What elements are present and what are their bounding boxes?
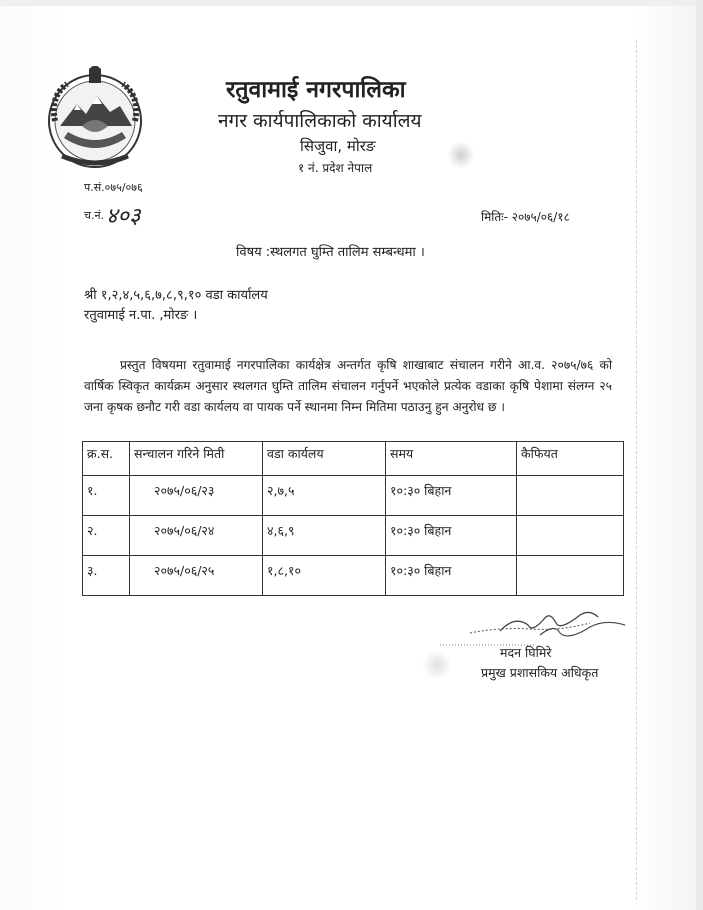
cell-ward: १,८,१०: [263, 556, 386, 596]
letter-date: मितिः- २०७५/०६/१८: [481, 210, 570, 224]
dispatch-number: [84, 196, 141, 229]
table-row: [83, 556, 624, 596]
reference-number: प.सं.०७५/०७६: [84, 181, 143, 194]
dispatch-label: च.नं.: [84, 209, 105, 222]
province-name: १ नं. प्रदेश नेपाल: [298, 161, 373, 175]
cell-serial: १.: [83, 476, 130, 516]
col-header-serial: क्र.स.: [83, 442, 130, 476]
cell-remarks: [517, 556, 624, 596]
col-header-date: सन्चालन गरिने मिती: [130, 442, 263, 476]
cell-remarks: [517, 516, 624, 556]
cell-time: १०:३० बिहान: [386, 476, 517, 516]
page-top-edge: [0, 0, 703, 6]
cell-serial: २.: [83, 516, 130, 556]
scan-fold-line: [636, 40, 637, 900]
page-right-edge: [696, 0, 703, 910]
dispatch-number-handwritten: ४०३: [106, 204, 141, 229]
col-header-remarks: कैफियत: [517, 442, 624, 476]
letter-subject: विषय :स्थलगत घुम्ति तालिम सम्बन्धमा ।: [236, 245, 425, 260]
ink-smudge: [448, 140, 474, 170]
cell-ward: २,७,५: [263, 476, 386, 516]
cell-remarks: [517, 476, 624, 516]
nepal-emblem-icon: [42, 66, 148, 170]
cell-ward: ४,६,९: [263, 516, 386, 556]
col-header-ward: वडा कार्यलय: [263, 442, 386, 476]
addressee-line-1: श्री १,२,४,५,६,७,८,९,१० वडा कार्यालय: [84, 288, 268, 303]
cell-date: २०७५/०६/२३: [130, 476, 263, 516]
cell-date: २०७५/०६/२४: [130, 516, 263, 556]
table-row: [83, 516, 624, 556]
office-location: सिजुवा, मोरङ: [300, 137, 376, 155]
cell-date: २०७५/०६/२५: [130, 556, 263, 596]
ink-smudge: [422, 650, 452, 680]
signatory-designation: प्रमुख प्रशासकिय अधिकृत: [481, 665, 599, 680]
signatory-name: मदन घिमिरे: [500, 645, 552, 660]
addressee-line-2: रतुवामाई न.पा. ,मोरङ ।: [84, 308, 198, 323]
body-paragraph: प्रस्तुत विषयमा रतुवामाई नगरपालिका कार्यक्षेत्र अन्तर्गत कृषि शाखाबाट संचालन गरीने आ.व. २०७५/७६ को वार्षिक स्विकृत कार्यक्रम अनुसार स्थलगत घुम्ति तालिम संचालन गर्नुपर्ने भएकोले प्रत्येक वडाका कृषि पेशामा संलग्न २५ जना कृषक छनौट गरी वडा कार्यलय वा पायक पर्ने स्थानमा निम्न मितिमा पठाउनु हुन अनुरोध छ ।: [84, 358, 612, 414]
letter-body: [84, 355, 612, 418]
cell-time: १०:३० बिहान: [386, 556, 517, 596]
table-row: [83, 476, 624, 516]
office-name: नगर कार्यपालिकाको कार्यालय: [218, 110, 422, 132]
col-header-time: समय: [386, 442, 517, 476]
municipality-name: रतुवामाई नगरपालिका: [226, 77, 406, 103]
table-header-row: [83, 442, 624, 476]
cell-time: १०:३० बिहान: [386, 516, 517, 556]
schedule-table: [82, 441, 624, 596]
cell-serial: ३.: [83, 556, 130, 596]
